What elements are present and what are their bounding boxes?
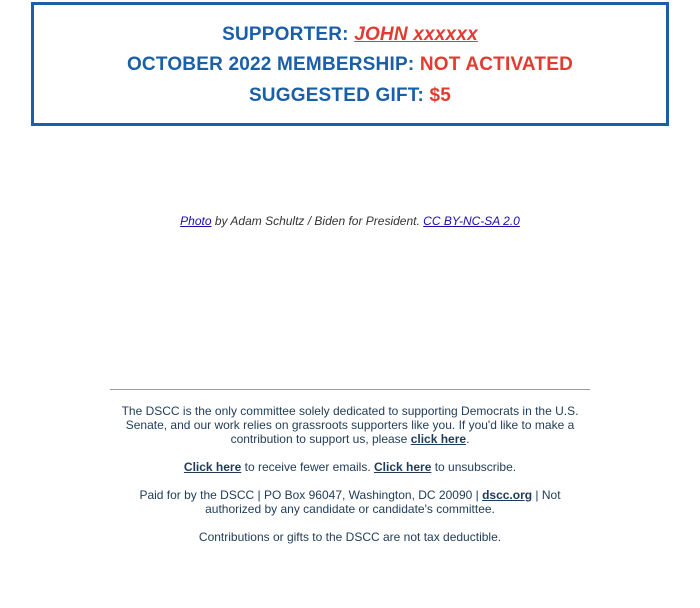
gift-line bbox=[34, 85, 666, 107]
paid-for-end: | Not authorized by any candidate or candidate's committee. bbox=[205, 488, 561, 516]
fewer-emails-link[interactable]: Click here bbox=[183, 460, 242, 474]
contribute-link[interactable]: click here bbox=[410, 432, 467, 446]
footer-divider bbox=[110, 389, 590, 390]
license-link[interactable]: CC BY-NC-SA 2.0 bbox=[423, 214, 520, 228]
fewer-emails-text: to receive fewer emails. bbox=[241, 460, 374, 474]
footer-intro-end: . bbox=[466, 432, 470, 446]
unsubscribe-text: to unsubscribe. bbox=[431, 460, 517, 474]
gift-label: SUGGESTED GIFT: bbox=[248, 85, 425, 106]
membership-line bbox=[34, 54, 666, 76]
membership-status-box bbox=[31, 2, 669, 126]
paid-for-text: Paid for by the DSCC | PO Box 96047, Washington, DC 20090 | bbox=[139, 488, 483, 502]
supporter-name-link[interactable]: JOHN xxxxxx bbox=[354, 24, 478, 45]
footer-paid-for bbox=[110, 488, 590, 516]
dscc-site-link[interactable]: dscc.org bbox=[482, 488, 533, 502]
photo-credit-text: by Adam Schultz / Biden for President. bbox=[211, 214, 424, 228]
supporter-line bbox=[34, 24, 666, 46]
unsubscribe-link[interactable]: Click here bbox=[374, 460, 432, 474]
footer-tax-note bbox=[110, 530, 590, 544]
membership-status: NOT ACTIVATED bbox=[419, 54, 574, 75]
footer-email-prefs bbox=[110, 460, 590, 474]
membership-label: OCTOBER 2022 MEMBERSHIP: bbox=[126, 54, 415, 75]
footer-intro bbox=[110, 404, 590, 446]
footer-intro-text: The DSCC is the only committee solely dedicated to supporting Democrats in the U.S. Senate, and our work relies on grassroots supporters like you. If you'd like to make a contribution to support us, please bbox=[121, 404, 579, 446]
photo-link[interactable]: Photo bbox=[180, 214, 212, 228]
supporter-label: SUPPORTER: bbox=[222, 24, 349, 45]
tax-note-text: Contributions or gifts to the DSCC are not tax deductible. bbox=[198, 530, 502, 544]
gift-amount: $5 bbox=[429, 85, 452, 106]
photo-credit bbox=[0, 214, 700, 228]
